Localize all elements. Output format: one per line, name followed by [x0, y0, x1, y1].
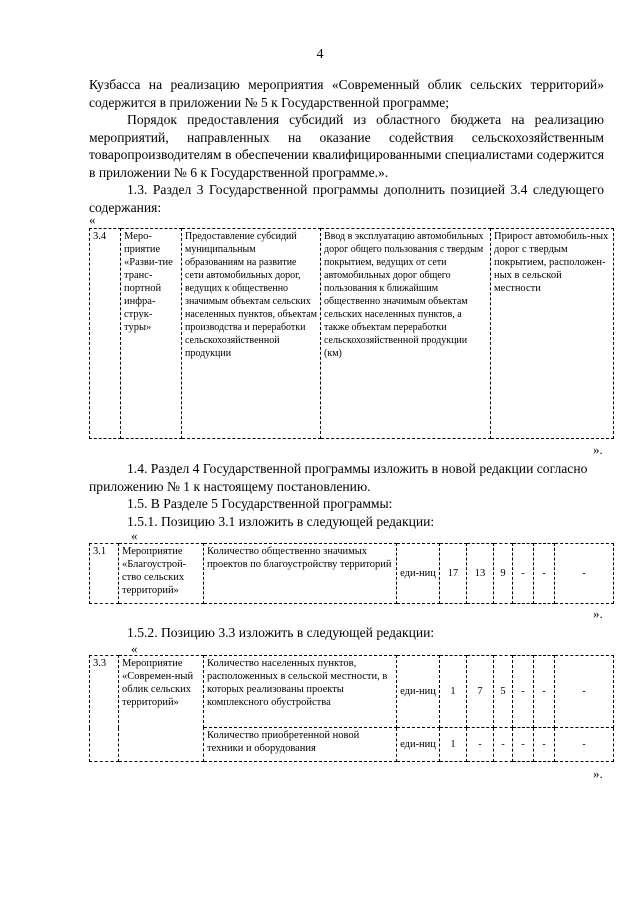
t3-value: - — [555, 656, 614, 728]
t3-num: 3.3 — [90, 656, 119, 762]
t3-indicator-2: Количество приобретенной новой техники и оборудования — [204, 728, 397, 762]
page-number: 4 — [316, 47, 324, 62]
table-position-3-4 — [89, 228, 614, 439]
t2-indicator: Количество общественно значимых проектов по благоустройству территорий — [204, 544, 397, 604]
t3-value: 5 — [494, 656, 513, 728]
t2-value: - — [534, 544, 555, 604]
t2-value: - — [513, 544, 534, 604]
paragraph-7: 1.5.2. Позицию 3.3 изложить в следующей редакции: — [127, 625, 435, 640]
t3-value: - — [534, 728, 555, 762]
paragraph-3: 1.3. Раздел 3 Государственной программы дополнить позицией 3.4 следующего содержания: — [89, 182, 604, 215]
t3-value: - — [467, 728, 494, 762]
paragraph-4: 1.4. Раздел 4 Государственной программы изложить в новой редакции согласно приложению № 1 к настоящему постановлению. — [89, 461, 588, 494]
t2-value: 13 — [467, 544, 494, 604]
quote-open-3: « — [131, 641, 138, 656]
t3-value: - — [494, 728, 513, 762]
quote-close-2: ». — [593, 606, 603, 621]
paragraph-6: 1.5.1. Позицию 3.1 изложить в следующей редакции: — [127, 514, 435, 529]
t1-col3: Предоставление субсидий муниципальным образованиям на развитие сети автомобильных дорог, ведущих к общественно значимым объектам сельских населенных пунктов, объектам производства и переработки сельскохозяйственной продукции — [182, 229, 321, 439]
t1-name: Меро-приятие «Разви-тие транс-портной инфра-струк-туры» — [121, 229, 182, 439]
t3-value: 7 — [467, 656, 494, 728]
table-position-3-3 — [89, 655, 614, 762]
t1-col5: Прирост автомобиль-ных дорог с твердым покрытием, расположен-ных в сельской местности — [491, 229, 614, 439]
intro-text — [89, 76, 604, 216]
t3-unit-1: еди-ниц — [397, 656, 440, 728]
t3-unit-2: еди-ниц — [397, 728, 440, 762]
paragraph-1: Кузбасса на реализацию мероприятия «Современный облик сельских территорий» содержится в приложении № 5 к Государственной программе; — [89, 77, 604, 110]
t2-unit: еди-ниц — [397, 544, 440, 604]
t3-value: 1 — [440, 656, 467, 728]
paragraph-5: 1.5. В Разделе 5 Государственной программы: — [127, 496, 393, 511]
t3-indicator-1: Количество населенных пунктов, расположенных в сельской местности, в которых реализованы проекты комплексного обустройства — [204, 656, 397, 728]
t3-value: - — [534, 656, 555, 728]
quote-open-1: « — [89, 212, 96, 227]
quote-close-1: ». — [593, 442, 603, 457]
t3-value: - — [513, 656, 534, 728]
t1-num: 3.4 — [90, 229, 121, 439]
t1-col4: Ввод в эксплуатацию автомобильных дорог общего пользования с твердым покрытием, ведущих от сети автомобильных дорог общего пользования к ближайшим общественно значимым объектам сельских населенных пунктов, а также объектам переработки сельскохозяйственной продукции (км) — [321, 229, 491, 439]
t2-num: 3.1 — [90, 544, 119, 604]
t3-value: 1 — [440, 728, 467, 762]
t3-name: Мероприятие «Современ-ный облик сельских территорий» — [119, 656, 204, 762]
quote-open-2: « — [131, 528, 138, 543]
t2-value: 17 — [440, 544, 467, 604]
t2-value: - — [555, 544, 614, 604]
t3-value: - — [513, 728, 534, 762]
t3-value: - — [555, 728, 614, 762]
paragraph-2: Порядок предоставления субсидий из областного бюджета на реализацию мероприятий, направленных на оказание содействия сельскохозяйственным товаропроизводителям в обеспечении квалифицированными специалистами содержится в приложении № 6 к Государственной программе.». — [89, 112, 604, 180]
t2-name: Мероприятие «Благоустрой-ство сельских территорий» — [119, 544, 204, 604]
table-position-3-1 — [89, 543, 614, 604]
t2-value: 9 — [494, 544, 513, 604]
quote-close-3: ». — [593, 766, 603, 781]
